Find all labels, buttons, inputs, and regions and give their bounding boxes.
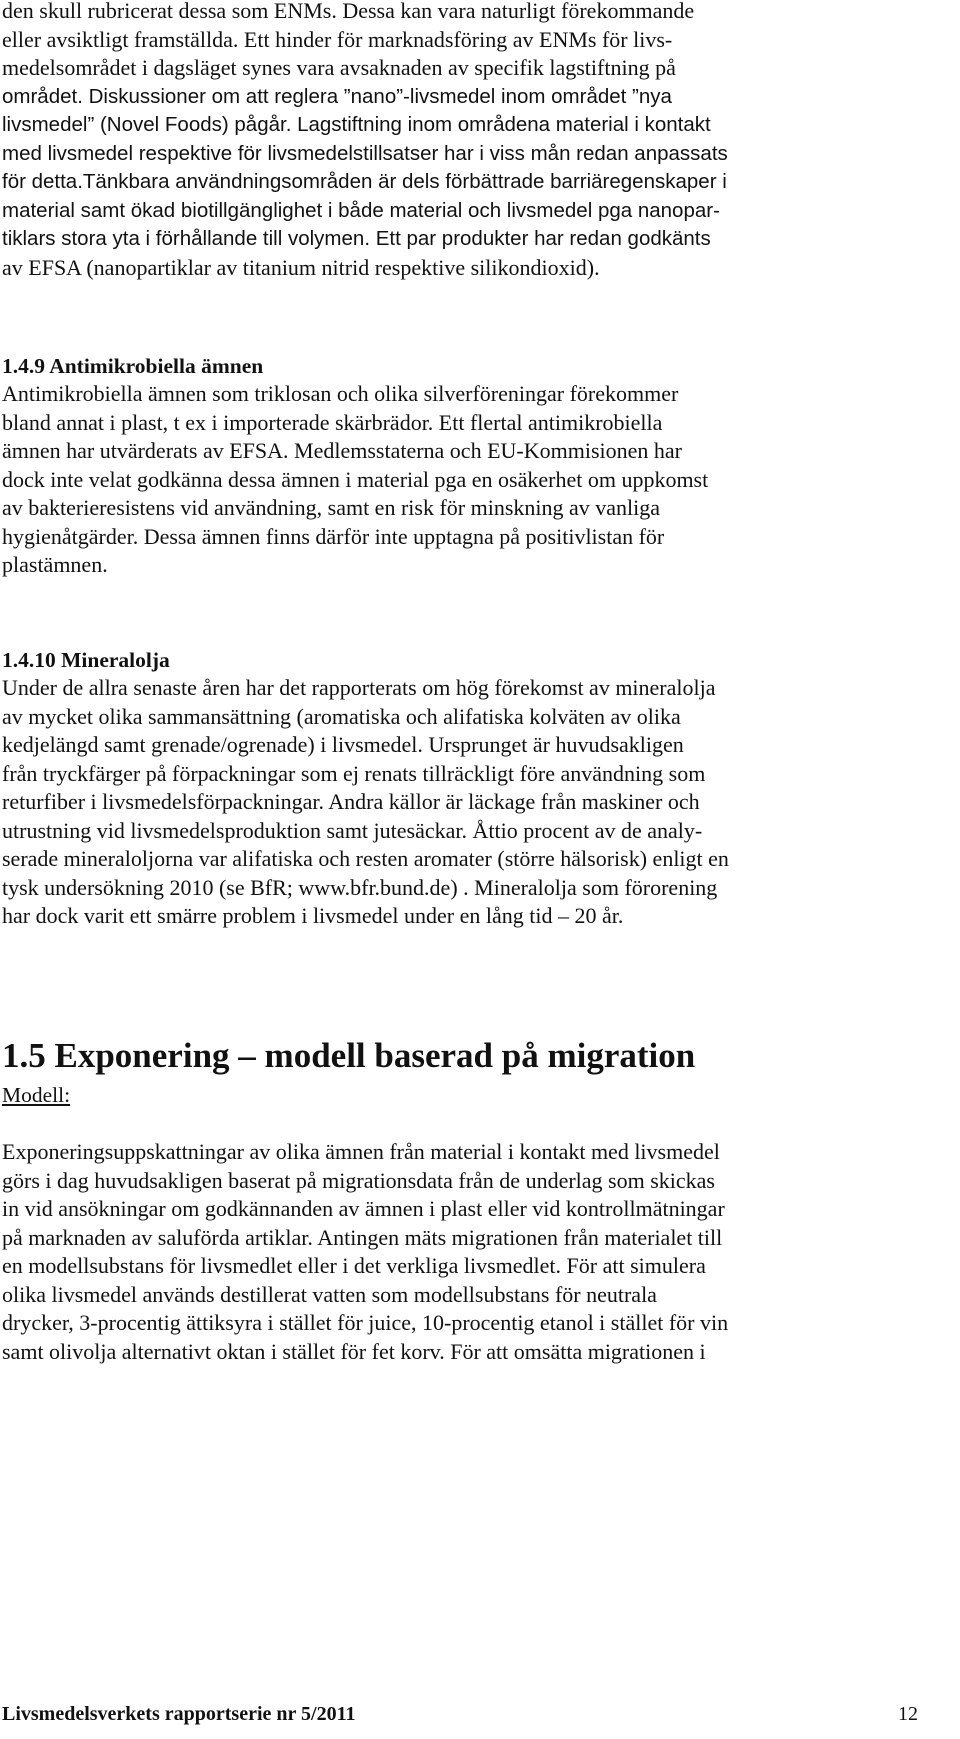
- text-line: den skull rubricerat dessa som ENMs. Dessa kan vara naturligt förekommande: [2, 0, 695, 23]
- text-line: området. Diskussioner om att reglera ”nano”-livsmedel inom området ”nya: [2, 84, 672, 108]
- text-line: samt olivolja alternativt oktan i stället för fet korv. För att omsätta migrationen i: [2, 1338, 706, 1364]
- text-line: dock inte velat godkänna dessa ämnen i material pga en osäkerhet om uppkomst: [2, 466, 709, 492]
- text-line: tiklars stora yta i förhållande till volymen. Ett par produkter har redan godkänts: [2, 227, 711, 250]
- text-line: material samt ökad biotillgänglighet i både material och livsmedel pga nanopar-: [2, 198, 720, 222]
- mineralolja-paragraph: [2, 674, 958, 931]
- text-line: medelsområdet i dagsläget synes vara avsaknaden av specifik lagstiftning på: [2, 55, 676, 80]
- text-line: har dock varit ett smärre problem i livsmedel under en lång tid – 20 år.: [2, 903, 624, 928]
- subheading-modell: Modell:: [2, 1083, 71, 1107]
- text-line: plastämnen.: [2, 552, 108, 577]
- text-line: Exponeringsuppskattningar av olika ämnen från material i kontakt med livsmedel: [2, 1139, 720, 1164]
- text-line: från tryckfärger på förpackningar som ej renats tillräckligt före användning som: [2, 760, 706, 786]
- text-line: hygienåtgärder. Dessa ämnen finns därför inte upptagna på positivlistan för: [2, 523, 665, 549]
- text-line: eller avsiktligt framställda. Ett hinder för marknadsföring av ENMs för livs-: [2, 26, 673, 52]
- exponering-paragraph: [2, 1138, 958, 1366]
- text-line: serade mineraloljorna var alifatiska och resten aromater (större hälsorisk) enligt en: [2, 846, 729, 871]
- text-line: livsmedel” (Novel Foods) pågår. Lagstiftning inom områdena material i kontakt: [2, 113, 711, 136]
- text-line: olika livsmedel används destillerat vatten som modellsubstans för neutrala: [2, 1281, 657, 1307]
- text-line: Under de allra senaste åren har det rapporterats om hög förekomst av mineralolja: [2, 675, 716, 700]
- text-line: en modellsubstans för livsmedlet eller i det verkliga livsmedlet. För att simulera: [2, 1253, 706, 1278]
- text-line: in vid ansökningar om godkännanden av ämnen i plast eller vid kontrollmätningar: [2, 1196, 725, 1221]
- text-line: av EFSA (nanopartiklar av titanium nitrid respektive silikondioxid).: [2, 254, 600, 280]
- text-line: med livsmedel respektive för livsmedelstillsatser har i viss mån redan anpassats: [2, 141, 728, 165]
- text-line: tysk undersökning 2010 (se BfR; www.bfr.bund.de) . Mineralolja som förorening: [2, 874, 718, 900]
- text-line: returfiber i livsmedelsförpackningar. Andra källor är läckage från maskiner och: [2, 789, 700, 814]
- text-line: på marknaden av saluförda artiklar. Antingen mäts migrationen från materialet till: [2, 1224, 723, 1250]
- text-line: kedjelängd samt grenade/ogrenade) i livsmedel. Ursprunget är huvudsakligen: [2, 732, 684, 757]
- text-line: av mycket olika sammansättning (aromatiska och alifatiska kolväten av olika: [2, 703, 681, 729]
- section-heading-antimikrobiella: 1.4.9 Antimikrobiella ämnen: [2, 354, 264, 378]
- text-line: för detta.Tänkbara användningsområden är dels förbättrade barriäregenskaper i: [2, 170, 727, 193]
- text-line: av bakterieresistens vid användning, samt en risk för minskning av vanliga: [2, 495, 661, 520]
- text-line: drycker, 3-procentig ättiksyra i stället för juice, 10-procentig etanol i stället för vin: [2, 1310, 729, 1335]
- page-footer: [2, 1702, 918, 1726]
- report-series-label: Livsmedelsverkets rapportserie nr 5/2011: [2, 1703, 356, 1725]
- chapter-heading-exponering: 1.5 Exponering – modell baserad på migration: [2, 1036, 696, 1075]
- intro-paragraph: [2, 0, 958, 282]
- text-line: utrustning vid livsmedelsproduktion samt jutesäckar. Åttio procent av de analy-: [2, 817, 703, 843]
- text-line: ämnen har utvärderats av EFSA. Medlemsstaterna och EU-Kommisionen har: [2, 438, 682, 463]
- section-heading-mineralolja: 1.4.10 Mineralolja: [2, 648, 170, 672]
- page-number: 12: [898, 1703, 918, 1725]
- text-line: bland annat i plast, t ex i importerade skärbrädor. Ett flertal antimikrobiella: [2, 409, 663, 435]
- text-line: Antimikrobiella ämnen som triklosan och olika silverföreningar förekommer: [2, 381, 679, 406]
- antimikrobiella-paragraph: [2, 380, 958, 580]
- text-line: görs i dag huvudsakligen baserat på migrationsdata från de underlag som skickas: [2, 1167, 715, 1193]
